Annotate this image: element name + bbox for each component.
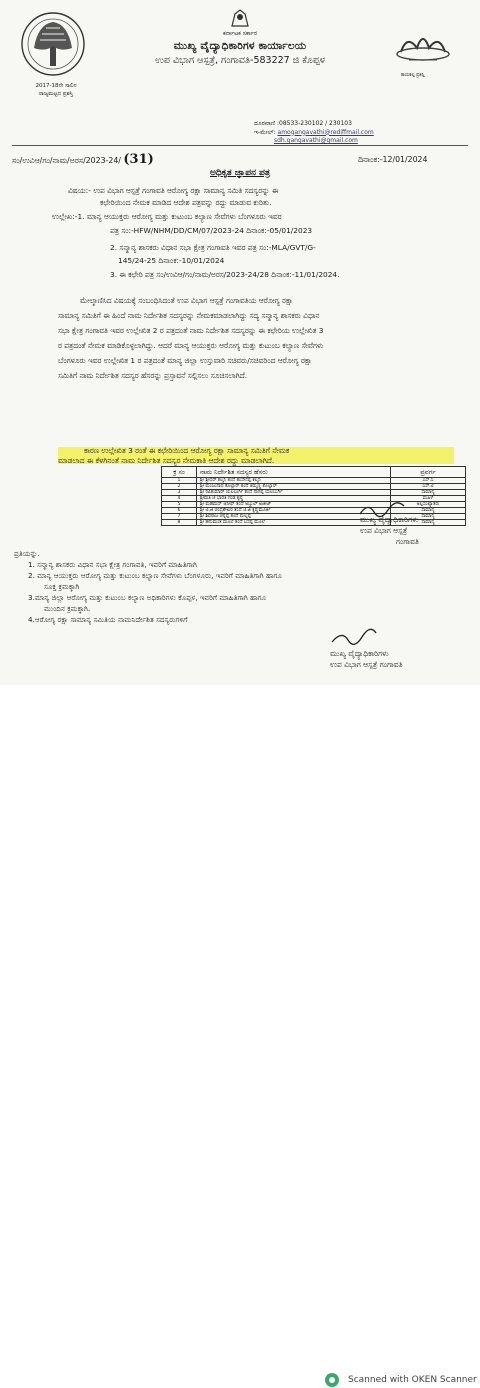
email-label: ಇ-ಮೇಲ್: — [254, 128, 276, 136]
reference-line-1: ಉಲ್ಲೇಖ:-1. ಮಾನ್ಯ ಆಯುಕ್ತರು ಆರೋಗ್ಯ ಮತ್ತು ಕುಟುಂಬ ಕಲ್ಯಾಣ ಸೇವೆಗಳು ಬೆಂಗಳೂರು ಇವರ — [52, 212, 282, 221]
cell-serial: 5 — [162, 502, 197, 508]
col-header-name: ನಾಮ ನಿರ್ದೇಶಿತ ಸದಸ್ಯರ ಹೆಸರು — [197, 467, 391, 478]
cell-category: ಸಾಮಾನ್ಯ — [391, 508, 466, 514]
body-line-3: ಸಭಾ ಕ್ಷೇತ್ರ ಗಂಗಾವತಿ ಇವರ ಉಲ್ಲೇಖಿತ 2 ರ ಪತ್ರದಂತೆ ನಾಮ ನಿರ್ದೇಶಿತ ಸದಸ್ಯರನ್ನು ಈ ಕಛೇರಿಯ ಉಲ್ಲೇಖಿತ 3 — [58, 326, 324, 335]
government-title: ಕರ್ನಾಟಕ ಸರ್ಕಾರ — [222, 30, 258, 37]
header-divider — [12, 145, 468, 146]
cell-name: ಶ್ರೀ ಟಿ.ಜಿ ಚಂದ್ರಶೇಖರ ತಂದೆ ಟಿ.ಜಿ ಕೃಷ್ಣಮೂರ್ತಿ — [197, 508, 391, 514]
cell-category: ಸಾಮಾನ್ಯ — [391, 514, 466, 520]
cell-name: ಶ್ರೀ ಹನುಮಂತ ಮೂಲೆ ತಂದೆ ಬಸಪ್ಪ ಮೂಲೆ — [197, 520, 391, 526]
oken-scanner-icon — [324, 1372, 342, 1388]
body-line-7: ಕಾರಣ ಉಲ್ಲೇಖಿತ 3 ರಂತೆ ಈ ಕಛೇರಿಯಿಂದ ಆರೋಗ್ಯ ರಕ್ಷಾ ಸಾಮಾನ್ಯ ಸಮಿತಿಗೆ ನೇಮಕ — [84, 446, 290, 455]
state-emblem-icon — [229, 8, 251, 28]
kayakalpa-logo — [383, 24, 463, 76]
cell-name: ಶ್ರೀ ರವಿಕುಮಾರ್ ಯಲಬುರ್ಗಿ ತಂದೆ ನಾಗಪ್ಪ ಯಲಬುರ್ಗಿ — [197, 490, 391, 496]
memo-title: ಅಧಿಕೃತ ಜ್ಞಾಪನ ಪತ್ರ — [209, 168, 271, 178]
body-line-4: ರ ಪತ್ರದಂತೆ ನೇಮಕ ಮಾಡಿಕೊಳ್ಳಲಾಗಿದ್ದು. ಆದರೆ ಮಾನ್ಯ ಆಯುಕ್ತರು ಆರೋಗ್ಯ ಮತ್ತು ಕುಟುಂಬ ಕಲ್ಯಾಣ ಸೇವೆಗಳು — [58, 341, 324, 350]
contact-block — [254, 120, 374, 146]
col-header-serial: ಕ್ರ ಸಂ — [162, 467, 197, 478]
subject-line-2: ಕಛೇರಿಯಿಂದ ನೇಮಕ ಮಾಡಿದ ಆದೇಶ ಪತ್ರವನ್ನು ರದ್ದು ಮಾಡುವ ಕುರಿತು. — [100, 198, 272, 207]
body-line-8: ಮಾಡಲಾದ ಈ ಕೆಳಗಿನಂತೆ ನಾಮ ನಿರ್ದೇಶಿತ ಸದಸ್ಯರ ನೇಮಕಾತಿ ಆದೇಶ ರದ್ದು ಮಾಡಲಾಗಿದೆ. — [58, 456, 275, 465]
copy-line-3: 3.ಮಾನ್ಯ ಜಿಲ್ಲಾ ಆರೋಗ್ಯ ಮತ್ತು ಕುಟುಂಬ ಕಲ್ಯಾಣ ಅಧಿಕಾರಿಗಳು ಕೊಪ್ಪಳ, ಇವರಿಗೆ ಮಾಹಿತಿಗಾಗಿ ಹಾಗೂ — [28, 593, 267, 602]
body-line-6: ಸಮಿತಿಗೆ ನಾಮ ನಿರ್ದೇಶಿತ ಸದಸ್ಯರ ಹೆಸರನ್ನು ಪ್ರಸ್ತಾವನೆ ಸಲ್ಲಿಸಲು ಸೂಚಿಸಲಾಗಿದೆ. — [58, 371, 248, 380]
cell-serial: 8 — [162, 520, 197, 526]
cell-name: ಶ್ರೀ ಮಂಜುನಾಥ ಕೊಲ್ಲಾರ್ ತಂದೆ ತಿಮ್ಮಣ್ಣ ಕೊಲ್ಲಾರ್ — [197, 484, 391, 490]
cell-serial: 1 — [162, 478, 197, 484]
copy-line-2b: ಸೂಕ್ತ ಕ್ರಮಕ್ಕಾಗಿ — [44, 582, 80, 591]
email-link-2[interactable]: sdh.gangavathi@gmail.com — [274, 137, 358, 144]
sig2-title: ಮುಖ್ಯ ವೈದ್ಯಾಧಿಕಾರಿಗಳು — [330, 649, 389, 658]
subject-line-1: ವಿಷಯ:- ಉಪ ವಿಭಾಗ ಆಸ್ಪತ್ರೆ ಗಂಗಾವತಿ ಆರೋಗ್ಯ ರಕ್ಷಾ ಸಾಮಾನ್ಯ ಸಮಿತಿ ಸದಸ್ಯರನ್ನು ಈ — [68, 186, 279, 195]
letter-date: ದಿನಾಂಕ:-12/01/2024 — [358, 155, 428, 164]
cell-serial: 7 — [162, 514, 197, 520]
copy-line-4: 4.ಆರೋಗ್ಯ ರಕ್ಷಾ ಸಾಮಾನ್ಯ ಸಮಿತಿಯ ನಾಮನಿರ್ದೇಶಿತ ಸದಸ್ಯರುಗಳಿಗೆ — [28, 615, 188, 624]
office-title: ಮುಖ್ಯ ವೈದ್ಯಾಧಿಕಾರಿಗಳ ಕಾರ್ಯಾಲಯ — [173, 40, 307, 52]
phone-number: ದೂರವಾಣಿ :08533-230102 / 230103 — [254, 120, 352, 127]
copy-line-3b: ಮುಂದಿನ ಕ್ರಮಕ್ಕಾಗಿ. — [44, 604, 91, 613]
sig1-title: ಮುಖ್ಯ ವೈದ್ಯಾಧಿಕಾರಿಗಳು — [360, 515, 419, 524]
cell-category: ಎಸ್.ಟಿ — [391, 484, 466, 490]
cell-name: ಶ್ರೀಮತಿ ಚ ಭಾರತಿ ಗಂಡ ಕೃಷ್ಣ — [197, 496, 391, 502]
copy-line-2: 2. ಮಾನ್ಯ ಆಯುಕ್ತರು ಆರೋಗ್ಯ ಮತ್ತು ಕುಟುಂಬ ಕಲ್ಯಾಣ ಸೇವೆಗಳು ಬೆಂಗಳೂರು, ಇವರಿಗೆ ಮಾಹಿತಿಗಾಗಿ ಹಾಗೂ — [28, 571, 282, 580]
sig1-office: ಉಪ ವಿಭಾಗ ಆಸ್ಪತ್ರೆ — [360, 526, 408, 535]
reference-line-3: 2. ಸನ್ಮಾನ್ಯ ಶಾಸಕರು ವಿಧಾನ ಸಭಾ ಕ್ಷೇತ್ರ ಗಂಗಾವತಿ ಇವರ ಪತ್ರ ಸಂ:-MLA/GVT/G- — [110, 243, 316, 252]
award-caption — [16, 82, 96, 98]
award-caption-text: ರಾಜ್ಯಮಟ್ಟದ ಪ್ರಶಸ್ತಿ — [39, 91, 73, 97]
cell-serial: 3 — [162, 490, 197, 496]
cell-category: ಮಹಿಳೆ — [391, 496, 466, 502]
body-line-1: ಮೇಲ್ಕಾಣಿಸಿದ ವಿಷಯಕ್ಕೆ ಸಂಬಂಧಿಸಿದಂತೆ ಉಪ ವಿಭಾಗ ಆಸ್ಪತ್ರೆ ಗಂಗಾವತಿಯ ಆರೋಗ್ಯ ರಕ್ಷಾ — [80, 296, 294, 305]
document-page — [0, 0, 480, 685]
sig2-office: ಉಪ ವಿಭಾಗ ಆಸ್ಪತ್ರೆ ಗಂಗಾವತಿ — [330, 660, 403, 669]
col-header-category: ಪ್ರವರ್ಗ — [391, 467, 466, 478]
cell-name: ಶ್ರೀ ಮಹಮದ್ ಆಸೀಫ್ ತಂದೆ ಅಬ್ದುಲ್ ಅಜೀಜ್ — [197, 502, 391, 508]
cell-name: ಶ್ರೀ ಶಿವರಾಜ ಚನ್ನಪ್ಪ ತಂದೆ ಮಲ್ಲಪ್ಪ — [197, 514, 391, 520]
award-caption-year: 2017-18ನೇ ಸಾಲಿನ — [35, 83, 77, 89]
cell-serial: 4 — [162, 496, 197, 502]
body-line-5: ಬೆಂಗಳೂರು ಇವರ ಉಲ್ಲೇಖಿತ 1 ರ ಪತ್ರದಂತೆ ಮಾನ್ಯ ಜಿಲ್ಲಾ ಉಸ್ತುವಾರಿ ಸಚಿವರು/ಸಚಿವರಿಂದ ಆರೋಗ್ಯ ರಕ್ಷಾ — [58, 356, 312, 365]
email-line — [254, 129, 374, 138]
cell-name: ಶ್ರೀ ಶ್ರೀಧರ್ ಕಲ್ಮನಿ ತಂದೆ ಹುಸೇನಪ್ಪ ಕಲ್ಮನಿ — [197, 478, 391, 484]
cell-serial: 2 — [162, 484, 197, 490]
members-table — [161, 466, 466, 526]
copies-block — [14, 548, 282, 625]
reference-line-4: 145/24-25 ದಿನಾಂಕ:-10/01/2024 — [118, 256, 225, 265]
body-line-2: ಸಾಮಾನ್ಯ ಸಮಿತಿಗೆ ಈ ಹಿಂದೆ ನಾಮ ನಿರ್ದೇಶಿತ ಸದಸ್ಯರನ್ನು ನೇಮಕಮಾಡಲಾಗಿದ್ದು ಸದ್ಯ ಸನ್ಮಾನ್ಯ ಶಾಸಕರು ವಿಧಾನ — [58, 311, 320, 320]
reference-line-2: ಪತ್ರ ಸಂ:-HFW/NHM/DD/CM/07/2023-24 ದಿನಾಂಕ:-05/01/2023 — [110, 226, 313, 235]
reference-line-5: 3. ಈ ಕಛೇರಿ ಪತ್ರ ಸಂ/ಉವಿಆ/ಗಂ/ನಾಮ/ಅರಸ/2023-24/28 ದಿನಾಂಕ:-11/01/2024. — [110, 270, 340, 279]
copy-line-1: 1. ಸನ್ಮಾನ್ಯ ಶಾಸಕರು ವಿಧಾನ ಸಭಾ ಕ್ಷೇತ್ರ ಗಂಗಾವತಿ, ಇವರಿಗೆ ಮಾಹಿತಿಗಾಗಿ — [28, 560, 197, 569]
cell-category: ಸಾಮಾನ್ಯ — [391, 490, 466, 496]
ref-number-handwritten: (31) — [123, 152, 154, 167]
cell-category: ಅಲ್ಪಸಂಖ್ಯಾತರು — [391, 502, 466, 508]
copies-heading: ಪ್ರತಿಯನ್ನು. — [14, 549, 40, 558]
cell-serial: 6 — [162, 508, 197, 514]
signature-block-2 — [330, 648, 403, 670]
cell-category: ಎಸ್.ಸಿ — [391, 478, 466, 484]
sig1-place: ಗಂಗಾವತಿ — [396, 537, 419, 546]
signature-block-1 — [360, 514, 419, 547]
email-link-1[interactable]: amogangavathi@rediffmail.com — [277, 128, 374, 136]
hospital-address: ಉಪ ವಿಭಾಗ ಆಸ್ಪತ್ರೆ, ಗಂಗಾವತಿ-583227 ಜಿ ಕೊಪ್ಪಳ — [155, 55, 325, 66]
ref-prefix: ಸಂ/ಉವಿಆ/ಗಂ/ನಾಮ/ಅರಸ/2023-24/ — [12, 156, 121, 165]
table-row — [162, 520, 466, 526]
reference-number — [12, 152, 154, 167]
kayakalpa-caption: ಕಾಯಕಲ್ಪ ಪ್ರಶಸ್ತಿ — [401, 73, 425, 78]
scanner-footer — [0, 685, 480, 1385]
signature-mark-2 — [330, 628, 380, 648]
scanner-label: Scanned with OKEN Scanner — [348, 1375, 477, 1385]
cell-category: ಸಾಮಾನ್ಯ — [391, 520, 466, 526]
table-header-row — [162, 467, 466, 478]
